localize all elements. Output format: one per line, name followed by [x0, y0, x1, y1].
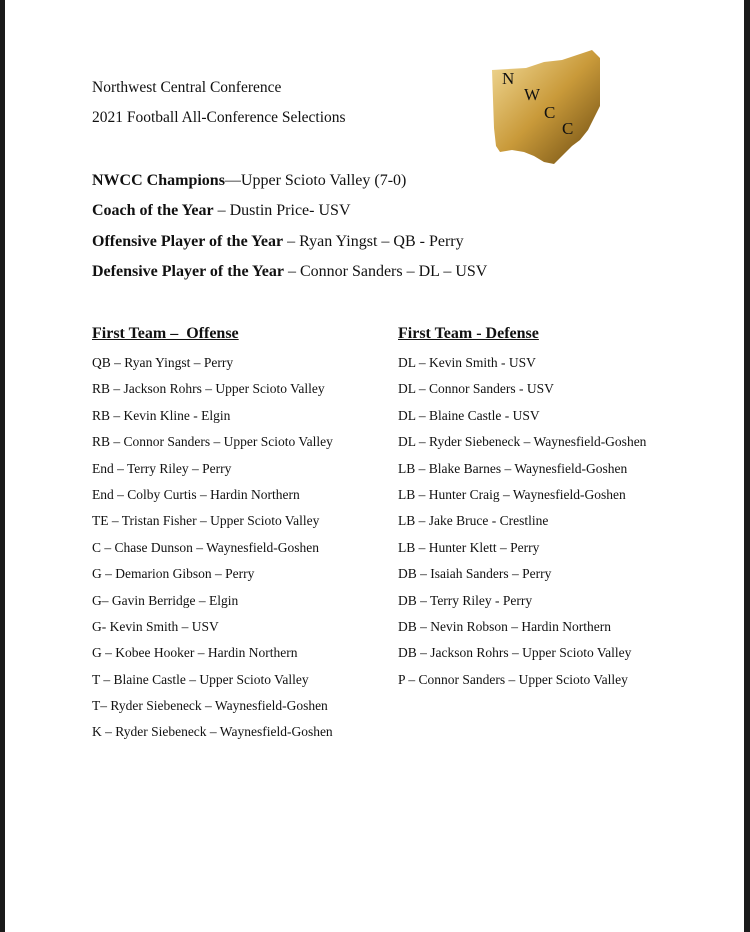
defense-player: DB – Jackson Rohrs – Upper Scioto Valley	[398, 645, 632, 661]
offense-player: G– Gavin Berridge – Elgin	[92, 592, 239, 608]
logo-letter-n: N	[502, 69, 515, 88]
defense-player: DB – Isaiah Sanders – Perry	[398, 566, 552, 582]
offense-player: End – Colby Curtis – Hardin Northern	[92, 486, 300, 502]
defense-player: DL – Blaine Castle - USV	[398, 407, 540, 423]
logo-letter-w: W	[524, 85, 541, 104]
award-offensive-label: Offensive Player of the Year	[92, 233, 284, 250]
document-title: 2021 Football All-Conference Selections	[92, 109, 346, 126]
right-border	[744, 0, 750, 932]
offense-player: RB – Jackson Rohrs – Upper Scioto Valley	[92, 381, 325, 397]
offense-player: QB – Ryan Yingst – Perry	[92, 355, 234, 370]
logo-letter-c1: C	[544, 103, 556, 122]
offense-player: T– Ryder Siebeneck – Waynesfield-Goshen	[92, 698, 328, 714]
offense-player: T – Blaine Castle – Upper Scioto Valley	[92, 671, 309, 687]
offense-player: RB – Kevin Kline - Elgin	[92, 407, 231, 423]
award-coach-value: – Dustin Price- USV	[213, 202, 351, 219]
offense-heading: First Team – Offense	[92, 325, 239, 342]
defense-player: LB – Hunter Klett – Perry	[398, 539, 540, 555]
offense-player: K – Ryder Siebeneck – Waynesfield-Goshen	[92, 724, 333, 740]
offense-player: G – Demarion Gibson – Perry	[92, 566, 255, 582]
offense-player: C – Chase Dunson – Waynesfield-Goshen	[92, 539, 320, 555]
defense-player: DL – Kevin Smith - USV	[398, 355, 536, 370]
defense-player: DL – Connor Sanders - USV	[398, 381, 554, 397]
award-champions-value: —Upper Scioto Valley (7-0)	[224, 172, 407, 189]
defense-player: DB – Nevin Robson – Hardin Northern	[398, 618, 611, 634]
award-offensive-value: – Ryan Yingst – QB - Perry	[283, 233, 464, 250]
defense-player: DL – Ryder Siebeneck – Waynesfield-Goshen	[398, 434, 647, 450]
conference-name: Northwest Central Conference	[92, 79, 282, 96]
award-defensive-label: Defensive Player of the Year	[92, 263, 284, 280]
defense-player: DB – Terry Riley - Perry	[398, 592, 533, 608]
award-defensive-player	[92, 263, 487, 281]
award-coach	[92, 202, 351, 220]
document-page	[6, 0, 744, 932]
defense-heading: First Team - Defense	[398, 325, 539, 342]
nwcc-logo	[484, 48, 609, 173]
offense-list	[92, 353, 333, 749]
award-champions	[92, 172, 406, 190]
defense-player: LB – Jake Bruce - Crestline	[398, 513, 549, 529]
award-coach-label: Coach of the Year	[92, 202, 214, 219]
logo-letter-c2: C	[562, 119, 574, 138]
award-offensive-player	[92, 233, 464, 251]
offense-player: RB – Connor Sanders – Upper Scioto Valley	[92, 434, 333, 450]
offense-player: G- Kevin Smith – USV	[92, 618, 219, 634]
award-champions-label: NWCC Champions	[92, 172, 225, 189]
offense-player: End – Terry Riley – Perry	[92, 460, 232, 476]
offense-player: TE – Tristan Fisher – Upper Scioto Valley	[92, 513, 320, 529]
defense-player: P – Connor Sanders – Upper Scioto Valley	[398, 671, 628, 687]
offense-player: G – Kobee Hooker – Hardin Northern	[92, 645, 298, 661]
defense-list	[398, 353, 646, 696]
left-border	[0, 0, 5, 932]
defense-player: LB – Blake Barnes – Waynesfield-Goshen	[398, 460, 628, 476]
award-defensive-value: – Connor Sanders – DL – USV	[283, 263, 488, 280]
defense-player: LB – Hunter Craig – Waynesfield-Goshen	[398, 486, 626, 502]
